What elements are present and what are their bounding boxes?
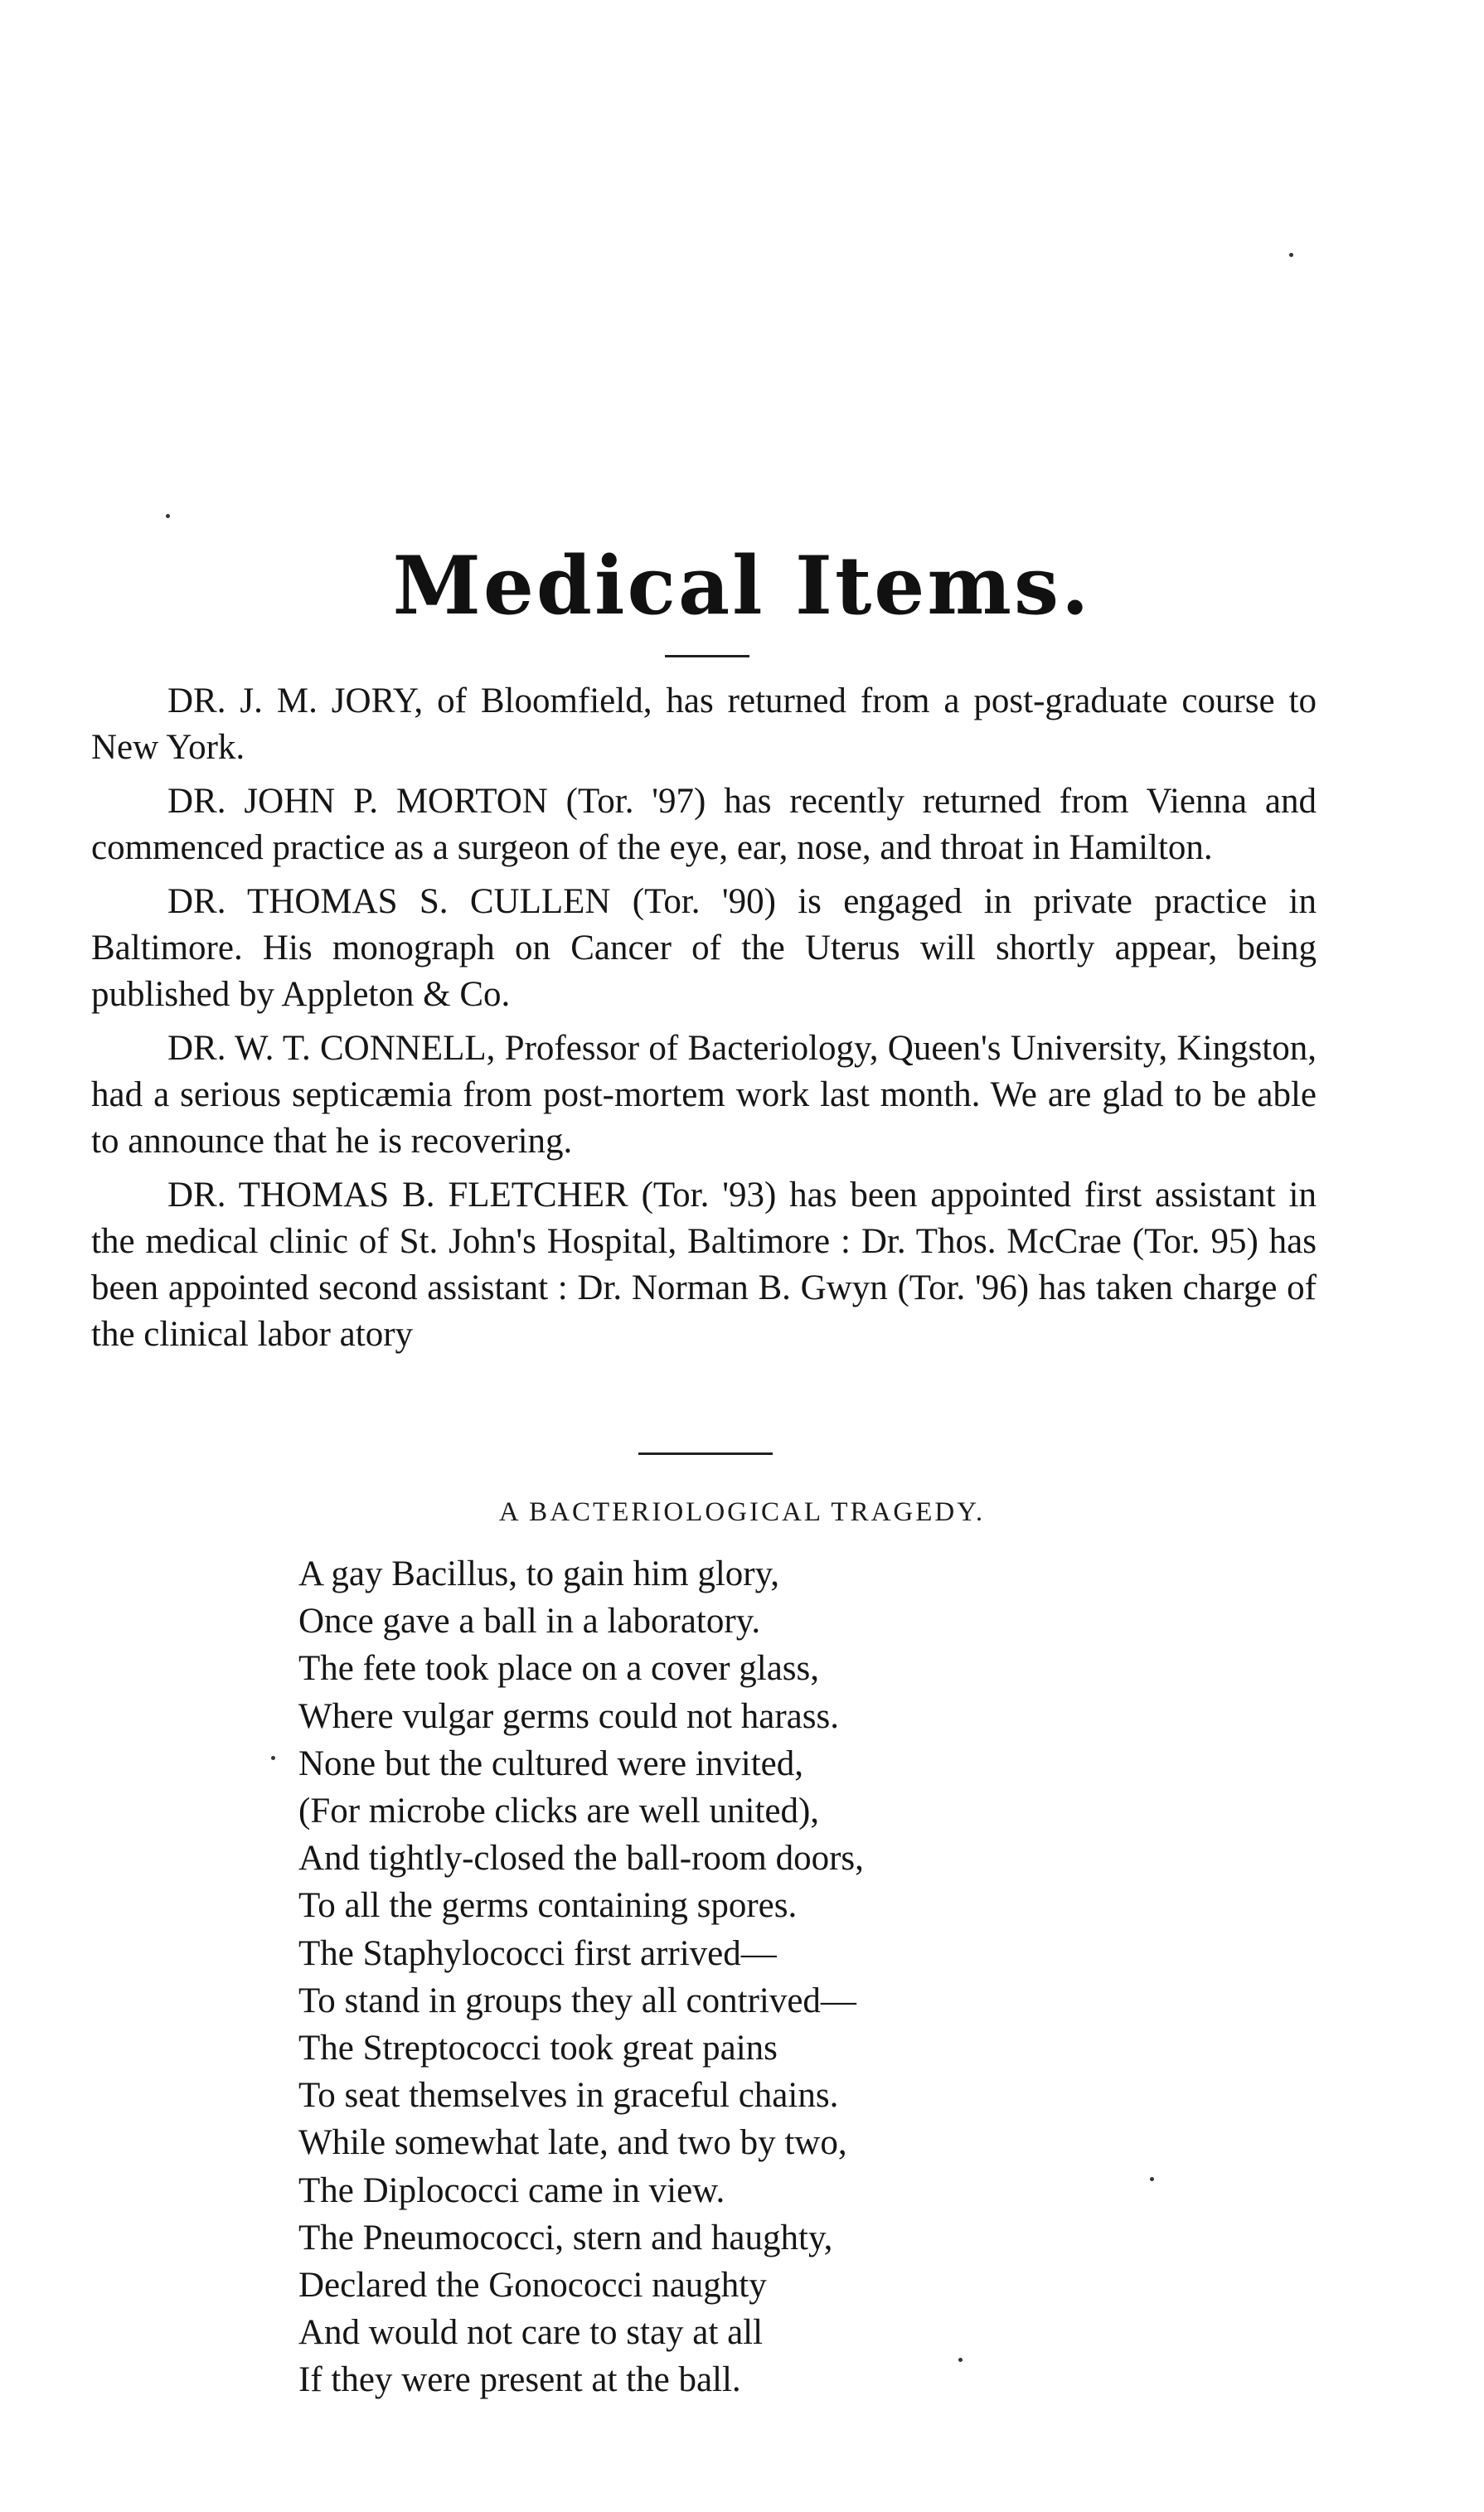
item-name: DR. THOMAS S. CULLEN <box>167 882 611 921</box>
poem-line: The Streptococci took great pains <box>298 2029 778 2068</box>
list-item <box>91 879 1317 1018</box>
poem-line: While somewhat late, and two by two, <box>298 2123 847 2163</box>
poem-line: To all the germs containing spores. <box>298 1886 798 1926</box>
poem-line: The Staphylococci first arrived— <box>298 1933 777 1973</box>
poem-line: If they were present at the ball. <box>298 2360 741 2400</box>
list-item <box>91 778 1317 871</box>
scan-speck <box>1150 2177 1154 2181</box>
poem-line: A gay Bacillus, to gain him glory, <box>298 1554 780 1593</box>
poem-line: And tightly-closed the ball-room doors, <box>298 1839 864 1879</box>
poem-line: Declared the Gonococci naughty <box>298 2266 767 2306</box>
poem-line: (For microbe clicks are well united), <box>298 1792 820 1831</box>
poem-line: To stand in groups they all contrived— <box>298 1981 856 2020</box>
poem-line: To seat themselves in graceful chains. <box>298 2076 839 2116</box>
item-name: DR. THOMAS B. FLETCHER <box>167 1176 628 1215</box>
medical-items-list <box>91 678 1317 1365</box>
page-title: Medical Items. <box>392 539 1092 633</box>
item-name: DR. J. M. JORY, <box>167 681 424 720</box>
poem-line: The fete took place on a cover glass, <box>298 1649 820 1689</box>
scan-speck <box>166 514 170 518</box>
poem-line: And would not care to stay at all <box>298 2313 764 2353</box>
poem <box>298 1550 1045 2404</box>
poem-line: The Pneumococci, stern and haughty, <box>298 2218 833 2257</box>
item-name: DR. JOHN P. MORTON <box>167 782 548 821</box>
title-divider <box>665 655 749 657</box>
list-item <box>91 1172 1317 1358</box>
list-item <box>91 678 1317 771</box>
item-text: (Tor. '97) has recently returned from Vienna and commenced practice as a surgeon of the eye, ear, nose, and throat in Hamilton. <box>91 782 1317 867</box>
item-name: DR. W. T. CONNELL, <box>167 1029 496 1068</box>
scan-speck <box>271 1756 275 1760</box>
item-text: (Tor. '90) is engaged in private practice in Baltimore. His monograph on Cancer of the Uterus will shortly appear, being published by Appleton & Co. <box>91 882 1317 1014</box>
poem-line: Where vulgar germs could not harass. <box>298 1696 839 1736</box>
section-divider <box>638 1452 773 1455</box>
item-text: Professor of Bacteriology, Queen's University, Kingston, had a serious septicæmia from post-mortem work last month. We are glad to be able to announce that he is recovering. <box>91 1029 1317 1161</box>
poem-line: The Diplococci came in view. <box>298 2170 725 2210</box>
poem-line: None but the cultured were invited, <box>298 1743 803 1783</box>
item-text: (Tor. '93) has been appointed first assistant in the medical clinic of St. John's Hospital, Baltimore : Dr. Thos. McCrae (Tor. 95) has been appointed second assistant : Dr. Norman B. Gwyn (Tor. '96) has taken charge of the clinical labor atory <box>91 1176 1317 1354</box>
scan-speck <box>958 2358 963 2362</box>
scan-speck <box>1289 253 1293 257</box>
poem-line: Once gave a ball in a laboratory. <box>298 1602 761 1642</box>
poem-title: A BACTERIOLOGICAL TRAGEDY. <box>498 1497 986 1527</box>
list-item <box>91 1026 1317 1165</box>
item-text: of Bloomfield, has returned from a post-graduate course to New York. <box>91 681 1317 767</box>
